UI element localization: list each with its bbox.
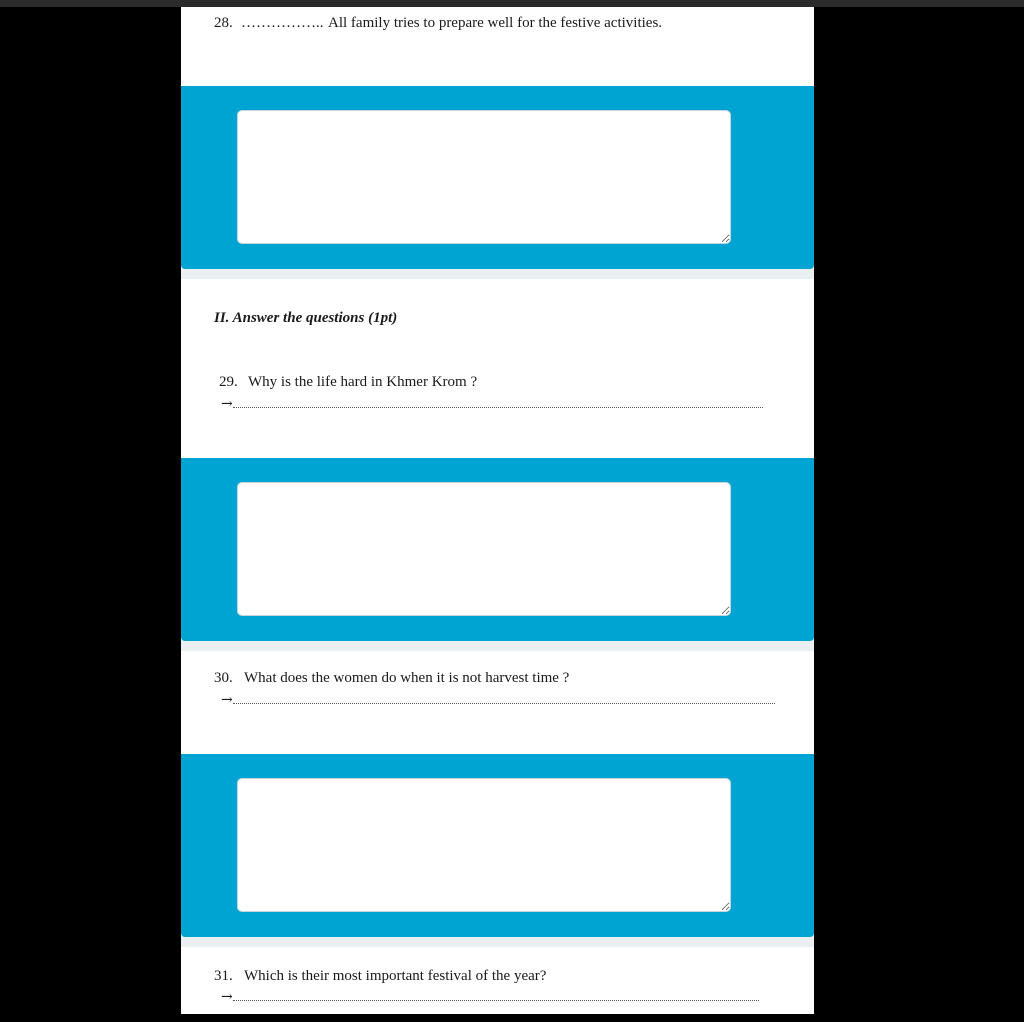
question-28-card [181,7,814,86]
question-30-number: 30. [214,670,233,686]
section-heading: II. Answer the questions (1pt) [214,310,398,326]
question-31-text: Which is their most important festival of the year? [244,968,547,984]
question-28-number: 28. [214,15,233,31]
arrow-right-icon: → [221,396,233,412]
arrow-right-icon: → [221,989,233,1005]
question-29-answer-line [221,396,763,412]
question-30-answer-line [221,692,775,708]
answer-textarea-2[interactable] [237,482,731,616]
answer-block-1 [181,86,814,269]
question-28-blank: …………….. [241,15,324,31]
question-31-number: 31. [214,968,233,984]
answer-textarea-3[interactable] [237,778,731,912]
question-29-number: 29. [219,374,238,390]
question-30-card [181,651,814,754]
question-30-text: What does the women do when it is not harvest time ? [244,670,570,686]
question-31-card [181,947,814,1014]
form-page [181,7,814,1014]
window-top-bar [0,0,1024,7]
dotted-line [233,397,763,408]
question-29-text: Why is the life hard in Khmer Krom ? [248,374,478,390]
question-31-answer-line [221,989,759,1005]
question-29-card [181,279,814,458]
dotted-line [233,693,775,704]
question-28-text: All family tries to prepare well for the festive activities. [328,15,663,31]
answer-block-2 [181,458,814,641]
answer-block-3 [181,754,814,937]
dotted-line [233,990,759,1001]
arrow-right-icon: → [221,692,233,708]
answer-textarea-1[interactable] [237,110,731,244]
